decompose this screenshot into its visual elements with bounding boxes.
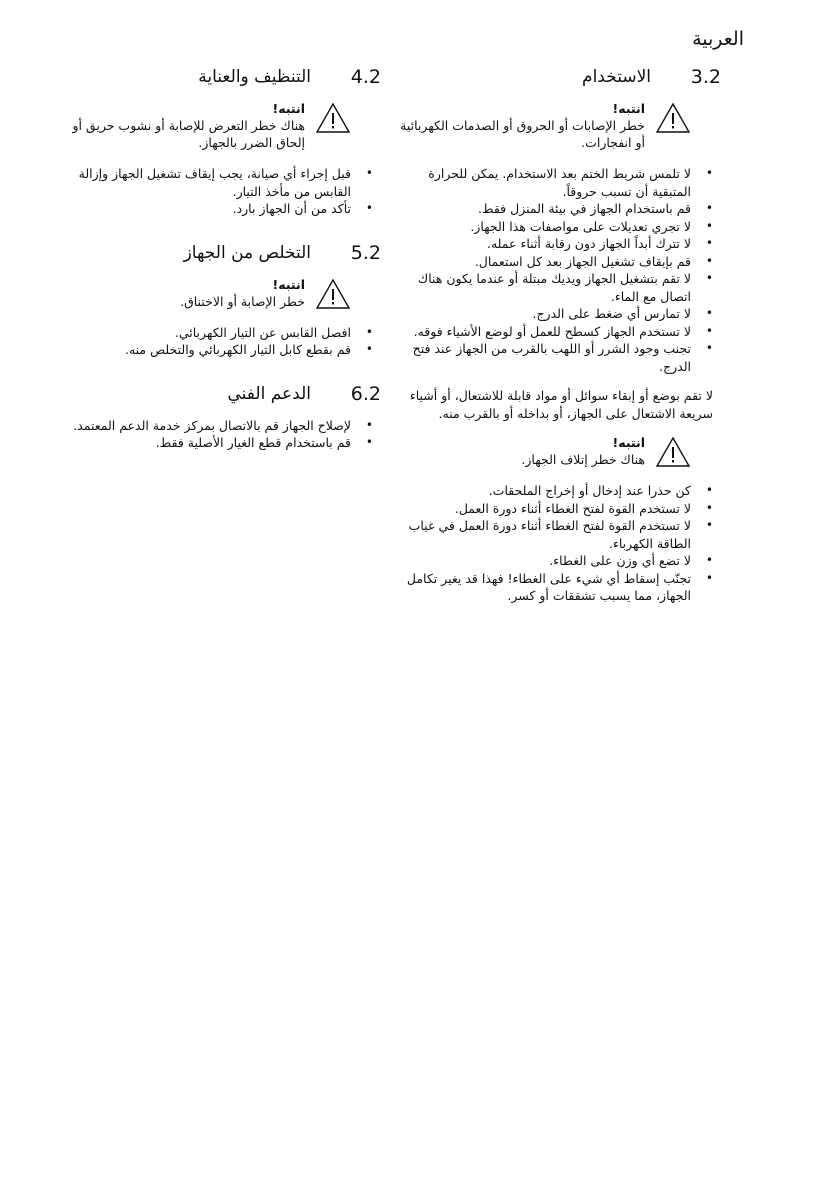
section-title: التخلص من الجهاز: [183, 242, 311, 263]
list-item: • لا تستخدم الجهاز كسطح للعمل أو لوضع الأشياء فوقه.: [413, 323, 713, 339]
list-item: • لا تقم بتشغيل الجهاز ويديك مبتلة أو عندما يكون هناك اتصال مع الماء.: [417, 271, 713, 304]
list-item: • لا تمارس أي ضغط على الدرج.: [532, 306, 713, 321]
section-number: 6.2: [350, 382, 381, 405]
bullet-list: [391, 165, 713, 375]
list-item: • لا تلمس شريط الختم بعد الاستخدام. يمكن للحرارة المتبقية أن تسبب حروقاً.: [428, 166, 713, 199]
warning-block: [51, 276, 351, 310]
warning-heading: انتبه!: [272, 101, 305, 116]
section-header: [51, 240, 381, 266]
language-title: العربية: [692, 28, 744, 50]
warning-triangle-icon: [315, 278, 351, 310]
list-item: • تأكد من أن الجهاز بارد.: [232, 201, 373, 216]
warning-heading: انتبه!: [612, 435, 645, 450]
list-item: • لا تستخدم القوة لفتح الغطاء أثناء دورة العمل.: [454, 500, 713, 516]
warning-triangle-icon: [655, 436, 691, 468]
list-item: • كن حذرا عند إدخال أو إخراج الملحقات.: [488, 483, 713, 498]
warning-text: [521, 434, 645, 468]
section-header: [391, 64, 721, 90]
list-item: • قم بقطع كابل التيار الكهربائي والتخلص منه.: [124, 342, 373, 357]
warning-block: [391, 100, 691, 151]
list-item: • لا تجري تعديلات على مواصفات هذا الجهاز.: [470, 218, 713, 234]
section-title: التنظيف والعناية: [198, 67, 311, 87]
list-item: • تجنّب إسقاط أي شيء على الغطاء! فهذا قد يغير تكامل الجهاز، مما يسبب تشققات أو كسر.: [406, 570, 713, 603]
list-item: • قم باستخدام الجهاز في بيئة المنزل فقط.: [478, 201, 713, 216]
section-number: 3.2: [690, 66, 721, 88]
bullet-list: [51, 417, 373, 452]
section-usage: [391, 64, 721, 617]
bullet-list: [51, 165, 373, 218]
list-item: • لا تترك أبداً الجهاز دون رقابة أثناء عمله.: [486, 236, 713, 251]
warning-heading: انتبه!: [272, 276, 305, 292]
list-item: • لا تستخدم القوة لفتح الغطاء أثناء دورة العمل في غياب الطاقة الكهرباء.: [408, 518, 713, 551]
left-column: [51, 64, 381, 464]
warning-heading: انتبه!: [612, 101, 645, 116]
section-title: الدعم الفني: [227, 383, 311, 404]
list-item: • تجنب وجود الشرر أو اللهب بالقرب من الجهاز عند فتح الدرج.: [412, 341, 713, 374]
section-support: [51, 381, 381, 452]
bullet-list: [51, 324, 373, 359]
list-item: • لإصلاح الجهاز قم بالاتصال بمركز خدمة الدعم المعتمد.: [73, 417, 373, 433]
section-number: 5.2: [350, 241, 381, 264]
list-item: • قبل إجراء أي صيانة، يجب إيقاف تشغيل الجهاز وإزالة القابس من مأخذ التيار.: [78, 166, 373, 199]
warning-triangle-icon: [655, 102, 691, 134]
warning-text: [391, 100, 645, 151]
list-item: • قم باستخدام قطع الغيار الأصلية فقط.: [155, 435, 373, 450]
warning-block: [391, 434, 691, 468]
section-number: 4.2: [350, 66, 381, 88]
warning-body: خطر الإصابات أو الحروق أو الصدمات الكهربائية أو انفجارات.: [400, 118, 645, 150]
warning-text: [180, 276, 305, 310]
list-item: • افصل القابس عن التيار الكهربائي.: [174, 324, 373, 340]
list-item: • قم بإيقاف تشغيل الجهاز بعد كل استعمال.: [474, 253, 713, 269]
warning-block: [51, 100, 351, 151]
section-header: [51, 64, 381, 90]
paragraph: لا تقم بوضع أو إبقاء سوائل أو مواد قابلة للاشتعال، أو أشياء سريعة الاشتعال على الجهاز، أو بداخله أو بالقرب منه.: [409, 388, 713, 421]
section-disposal: [51, 240, 381, 359]
section-title: الاستخدام: [582, 67, 651, 87]
warning-body: هناك خطر إتلاف الجهاز.: [521, 452, 645, 467]
warning-triangle-icon: [315, 102, 351, 134]
warning-body: هناك خطر التعرض للإصابة أو نشوب حريق أو إلحاق الضرر بالجهاز.: [72, 118, 305, 150]
section-cleaning: [51, 64, 381, 218]
bullet-list: [391, 482, 713, 605]
warning-body: خطر الإصابة أو الاختناق.: [180, 293, 305, 309]
warning-text: [51, 100, 305, 151]
list-item: • لا تضع أي وزن على الغطاء.: [549, 553, 713, 568]
section-header: [51, 381, 381, 407]
